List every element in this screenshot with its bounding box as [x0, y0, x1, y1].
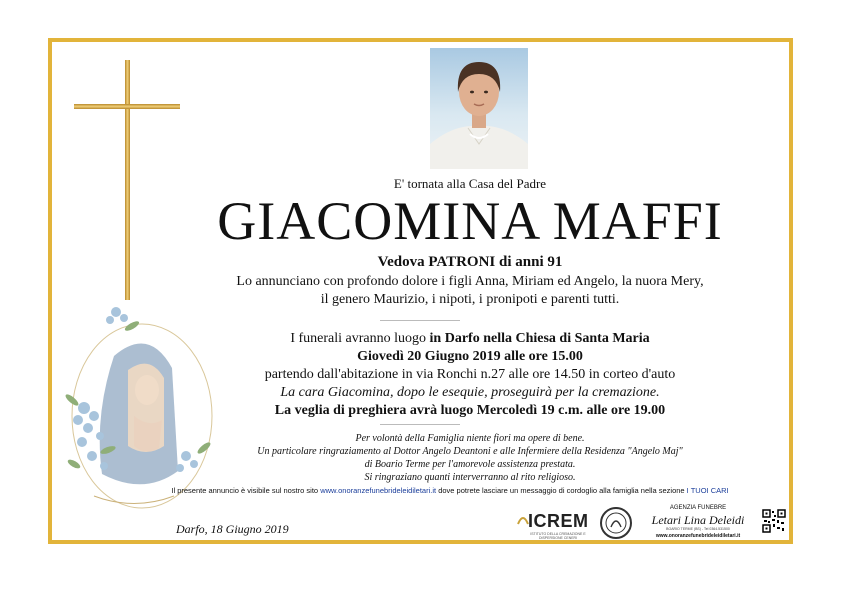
note-line: Per volontà della Famiglia niente fiori ma opere di bene.: [355, 433, 585, 444]
notice-website-link[interactable]: www.onoranzefunebrideleidiletari.it: [320, 486, 437, 495]
intro-line: E' tornata alla Casa del Padre: [393, 176, 547, 191]
divider: [380, 320, 460, 321]
note-line: Si ringraziano quanti interverranno al rito religioso.: [364, 472, 576, 483]
publication-date: Darfo, 18 Giugno 2019: [176, 522, 289, 536]
icrem-logo: [516, 508, 596, 540]
agency-name: Letari Lina Deleidi: [651, 513, 745, 527]
note-line: di Boario Terme per l'amorevole assistenza prestata.: [364, 459, 576, 470]
cross-vertical-bar: [125, 60, 130, 300]
funeral-agency: [600, 505, 760, 541]
announcement-line: il genero Maurizio, i nipoti, i pronipoti e parenti tutti.: [320, 292, 620, 307]
divider: [380, 424, 460, 425]
widow-line: Vedova PATRONI di anni 91: [377, 254, 563, 270]
notice-section-link[interactable]: I TUOI CARI: [686, 486, 729, 495]
agency-title: AGENZIA FUNEBRE: [669, 505, 727, 511]
notes-block: [170, 432, 770, 484]
announcement-text: [170, 273, 770, 309]
notice-middle: dove potrete lasciare un messaggio di cordoglio alla famiglia nella sezione: [436, 486, 687, 495]
agency-website[interactable]: www.onoranzefunebrideleidiletari.it: [655, 533, 741, 539]
agency-address: BOARIO TERME (BS) - Tel 0364.531500: [666, 527, 730, 531]
funeral-location-line: [170, 330, 770, 348]
note-line: Un particolare ringraziamento al Dottor Angelo Deantoni e alle Infermiere della Residenza "Angelo Maj": [257, 446, 683, 457]
cremation-note: La cara Giacomina, dopo le esequie, proseguirà per la cremazione.: [280, 385, 660, 400]
qr-code-icon[interactable]: [762, 509, 786, 533]
cross-horizontal-bar: [74, 104, 180, 109]
deceased-portrait: [430, 48, 528, 169]
icrem-subtitle: ISTITUTO DELLA CREMAZIONE E DISPERSIONE CENERI: [530, 532, 586, 540]
funeral-datetime: Giovedì 20 Giugno 2019 alle ore 15.00: [357, 349, 583, 364]
icrem-wordmark: ICREM: [528, 511, 589, 531]
funeral-departure: partendo dall'abitazione in via Ronchi n.27 alle ore 14.50 in corteo d'auto: [264, 367, 676, 382]
announcement-line: Lo annunciano con profondo dolore i figli Anna, Miriam ed Angelo, la nuora Mery,: [236, 274, 704, 289]
notice-prefix: Il presente annuncio è visibile sul nostro sito: [171, 486, 321, 495]
agency-seal-icon: [600, 507, 632, 539]
vigil-info: La veglia di preghiera avrà luogo Mercoledì 19 c.m. alle ore 19.00: [274, 403, 666, 418]
funeral-church: in Darfo nella Chiesa di Santa Maria: [429, 331, 650, 346]
funeral-location-prefix: I funerali avranno luogo: [290, 331, 430, 346]
website-notice: [130, 486, 770, 495]
deceased-name: GIACOMINA MAFFI: [217, 191, 723, 251]
funeral-details: [170, 330, 770, 420]
